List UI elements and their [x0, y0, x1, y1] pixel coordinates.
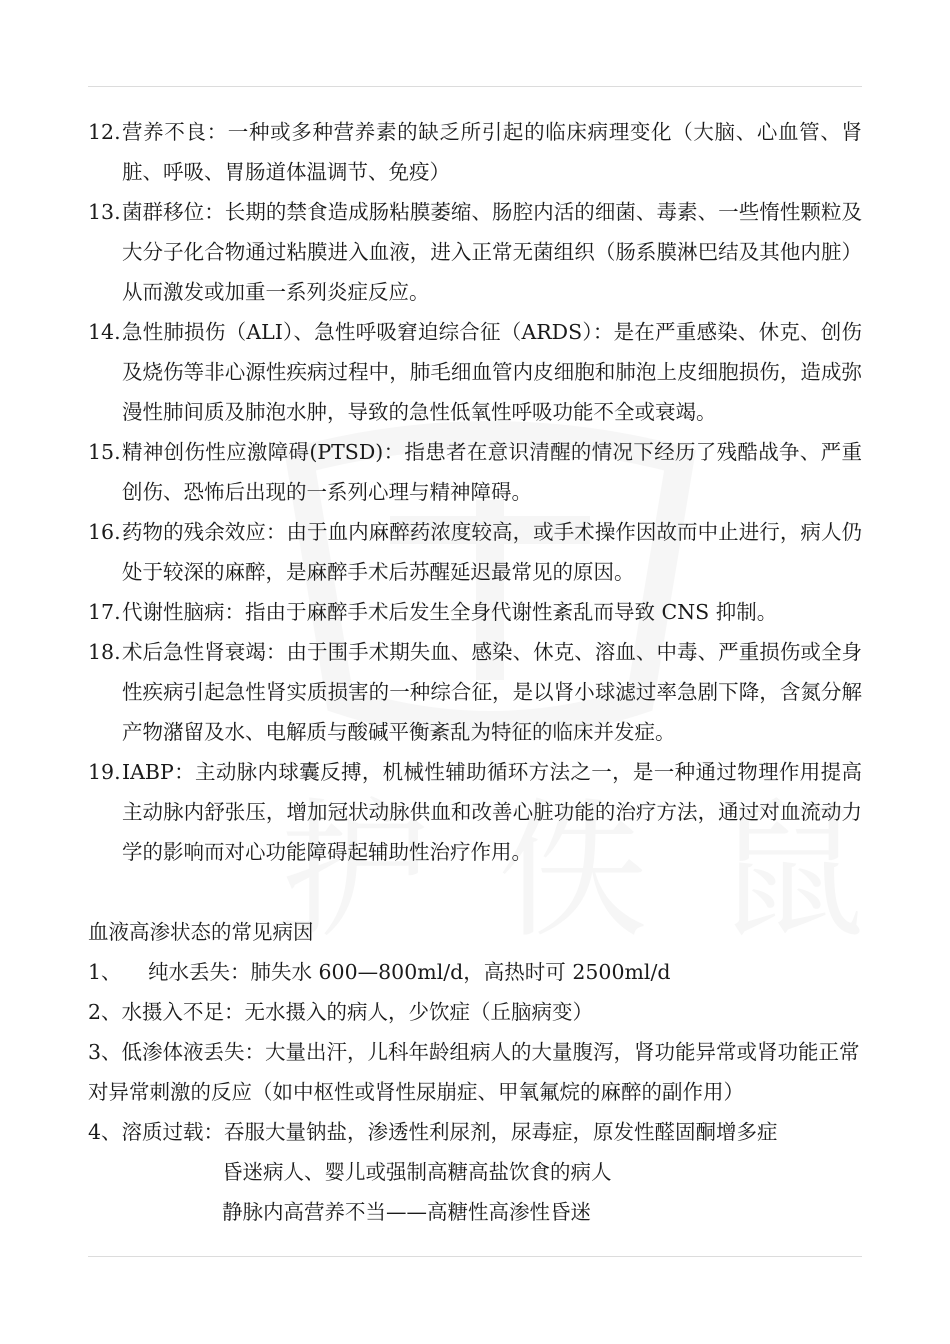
- term-item-17: [88, 592, 862, 632]
- cause-continuation: 昏迷病人、婴儿或强制高糖高盐饮食的病人: [222, 1160, 612, 1184]
- term-text: 术后急性肾衰竭：由于围手术期失血、感染、休克、溶血、中毒、严重损伤或全身性疾病引起急性肾实质损害的一种综合征，是以肾小球滤过率急剧下降，含氮分解产物潴留及水、电解质与酸碱平衡紊乱为特征的临床并发症。: [122, 640, 862, 744]
- cause-item-4: [88, 1112, 862, 1152]
- term-item-15: [88, 432, 862, 512]
- term-number: 16.: [88, 520, 121, 544]
- section-title: 血液高渗状态的常见病因: [88, 920, 314, 944]
- term-item-14: [88, 312, 862, 432]
- cause-continuation: 静脉内高营养不当——高糖性高渗性昏迷: [222, 1200, 591, 1224]
- term-number: 17.: [88, 600, 121, 624]
- term-item-18: [88, 632, 862, 752]
- term-number: 13.: [88, 200, 121, 224]
- cause-number: 1、: [88, 960, 122, 984]
- term-number: 12.: [88, 120, 121, 144]
- term-item-13: [88, 192, 862, 312]
- term-text: IABP：主动脉内球囊反搏，机械性辅助循环方法之一，是一种通过物理作用提高主动脉内舒张压，增加冠状动脉供血和改善心脏功能的治疗方法，通过对血流动力学的影响而对心功能障碍起辅助性治疗作用。: [122, 760, 862, 864]
- cause-text: 溶质过载：吞服大量钠盐，渗透性利尿剂，尿毒症，原发性醛固酮增多症: [121, 1120, 778, 1144]
- cause-item-3: [88, 1032, 862, 1112]
- term-text: 营养不良：一种或多种营养素的缺乏所引起的临床病理变化（大脑、心血管、肾脏、呼吸、胃肠道体温调节、免疫）: [122, 120, 862, 184]
- term-text: 急性肺损伤（ALI）、急性呼吸窘迫综合征（ARDS）：是在严重感染、休克、创伤及烧伤等非心源性疾病过程中，肺毛细血管内皮细胞和肺泡上皮细胞损伤，造成弥漫性肺间质及肺泡水肿，导致的急性低氧性呼吸功能不全或衰竭。: [122, 320, 862, 424]
- cause-number: 4、: [88, 1120, 122, 1144]
- cause-item-2: [88, 992, 862, 1032]
- term-item-16: [88, 512, 862, 592]
- term-text: 精神创伤性应激障碍(PTSD)：指患者在意识清醒的情况下经历了残酷战争、严重创伤、恐怖后出现的一系列心理与精神障碍。: [122, 440, 862, 504]
- cause-text: 水摄入不足：无水摄入的病人，少饮症（丘脑病变）: [121, 1000, 594, 1024]
- hyperosmolar-causes-section: [88, 912, 862, 1232]
- cause-number: 2、: [88, 1000, 122, 1024]
- term-definitions-list: [88, 112, 862, 872]
- term-text: 药物的残余效应：由于血内麻醉药浓度较高，或手术操作因故而中止进行，病人仍处于较深的麻醉，是麻醉手术后苏醒延迟最常见的原因。: [122, 520, 862, 584]
- cause-number: 3、: [88, 1040, 122, 1064]
- bottom-rule: [88, 1256, 862, 1257]
- cause-text: 纯水丢失：肺失水 600—800ml/d，高热时可 2500ml/d: [148, 960, 671, 984]
- term-number: 14.: [88, 320, 121, 344]
- top-rule: [88, 86, 862, 87]
- term-number: 19.: [88, 760, 121, 784]
- term-text: 菌群移位：长期的禁食造成肠粘膜萎缩、肠腔内活的细菌、毒素、一些惰性颗粒及大分子化合物通过粘膜进入血液，进入正常无菌组织（肠系膜淋巴结及其他内脏）从而激发或加重一系列炎症反应。: [122, 200, 862, 304]
- term-text: 代谢性脑病：指由于麻醉手术后发生全身代谢性紊乱而导致 CNS 抑制。: [122, 600, 778, 624]
- term-number: 18.: [88, 640, 121, 664]
- term-item-19: [88, 752, 862, 872]
- term-number: 15.: [88, 440, 121, 464]
- cause-item-1: [88, 952, 862, 992]
- cause-text: 低渗体液丢失：大量出汗，儿科年龄组病人的大量腹泻，肾功能异常或肾功能正常对异常刺激的反应（如中枢性或肾性尿崩症、甲氧氟烷的麻醉的副作用）: [88, 1040, 860, 1104]
- term-item-12: [88, 112, 862, 192]
